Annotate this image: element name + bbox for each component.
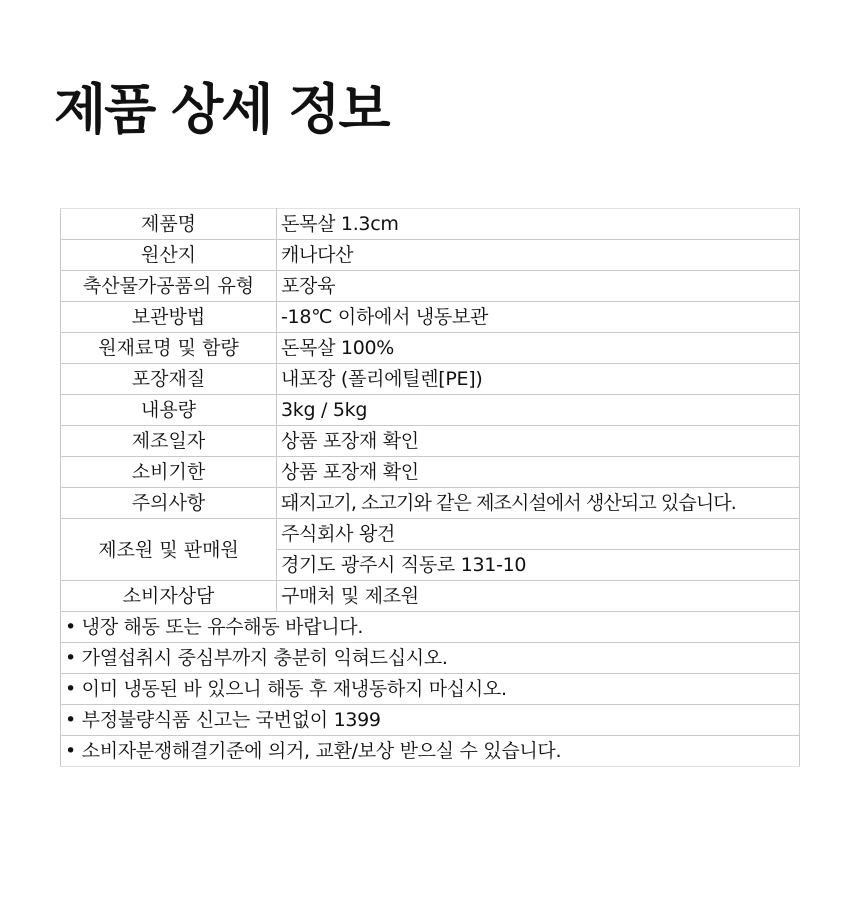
table-row (61, 426, 800, 457)
table-row (61, 333, 800, 364)
row-value-expiry: 상품 포장재 확인 (277, 457, 800, 488)
row-value-manufacture-date: 상품 포장재 확인 (277, 426, 800, 457)
row-value-caution: 돼지고기, 소고기와 같은 제조시설에서 생산되고 있습니다. (277, 488, 800, 519)
table-row (61, 209, 800, 240)
row-label-storage: 보관방법 (61, 302, 277, 333)
row-value-product-name: 돈목살 1.3cm (277, 209, 800, 240)
row-value-storage: -18℃ 이하에서 냉동보관 (277, 302, 800, 333)
row-label-net-weight: 내용량 (61, 395, 277, 426)
row-label-packaging: 포장재질 (61, 364, 277, 395)
note-item: • 가열섭취시 중심부까지 충분히 익혀드십시오. (61, 643, 800, 674)
table-row (61, 705, 800, 736)
table-row (61, 364, 800, 395)
table-row (61, 488, 800, 519)
row-label-origin: 원산지 (61, 240, 277, 271)
row-value-consumer-consult: 구매처 및 제조원 (277, 581, 800, 612)
row-label-manufacturer: 제조원 및 판매원 (61, 519, 277, 581)
row-value-origin: 캐나다산 (277, 240, 800, 271)
table-row (61, 612, 800, 643)
table-row (61, 240, 800, 271)
table-row (61, 395, 800, 426)
row-label-product-name: 제품명 (61, 209, 277, 240)
row-label-ingredients: 원재료명 및 함량 (61, 333, 277, 364)
table-row (61, 581, 800, 612)
row-value-ingredients: 돈목살 100% (277, 333, 800, 364)
table-row (61, 643, 800, 674)
table-row (61, 519, 800, 550)
note-item: • 냉장 해동 또는 유수해동 바랍니다. (61, 612, 800, 643)
row-label-product-type: 축산물가공품의 유형 (61, 271, 277, 302)
table-row (61, 736, 800, 767)
product-info-table (60, 208, 800, 767)
table-row (61, 302, 800, 333)
table-row (61, 457, 800, 488)
row-value-product-type: 포장육 (277, 271, 800, 302)
row-value-manufacturer-name: 주식회사 왕건 (277, 519, 800, 550)
row-label-consumer-consult: 소비자상담 (61, 581, 277, 612)
row-value-net-weight: 3kg / 5kg (277, 395, 800, 426)
row-value-packaging: 내포장 (폴리에틸렌[PE]) (277, 364, 800, 395)
note-item: • 부정불량식품 신고는 국번없이 1399 (61, 705, 800, 736)
page-title: 제품 상세 정보 (54, 78, 389, 141)
row-label-manufacture-date: 제조일자 (61, 426, 277, 457)
table-row (61, 271, 800, 302)
note-item: • 이미 냉동된 바 있으니 해동 후 재냉동하지 마십시오. (61, 674, 800, 705)
row-label-expiry: 소비기한 (61, 457, 277, 488)
row-value-manufacturer-address: 경기도 광주시 직동로 131-10 (277, 550, 800, 581)
table-row (61, 674, 800, 705)
row-label-caution: 주의사항 (61, 488, 277, 519)
note-item: • 소비자분쟁해결기준에 의거, 교환/보상 받으실 수 있습니다. (61, 736, 800, 767)
